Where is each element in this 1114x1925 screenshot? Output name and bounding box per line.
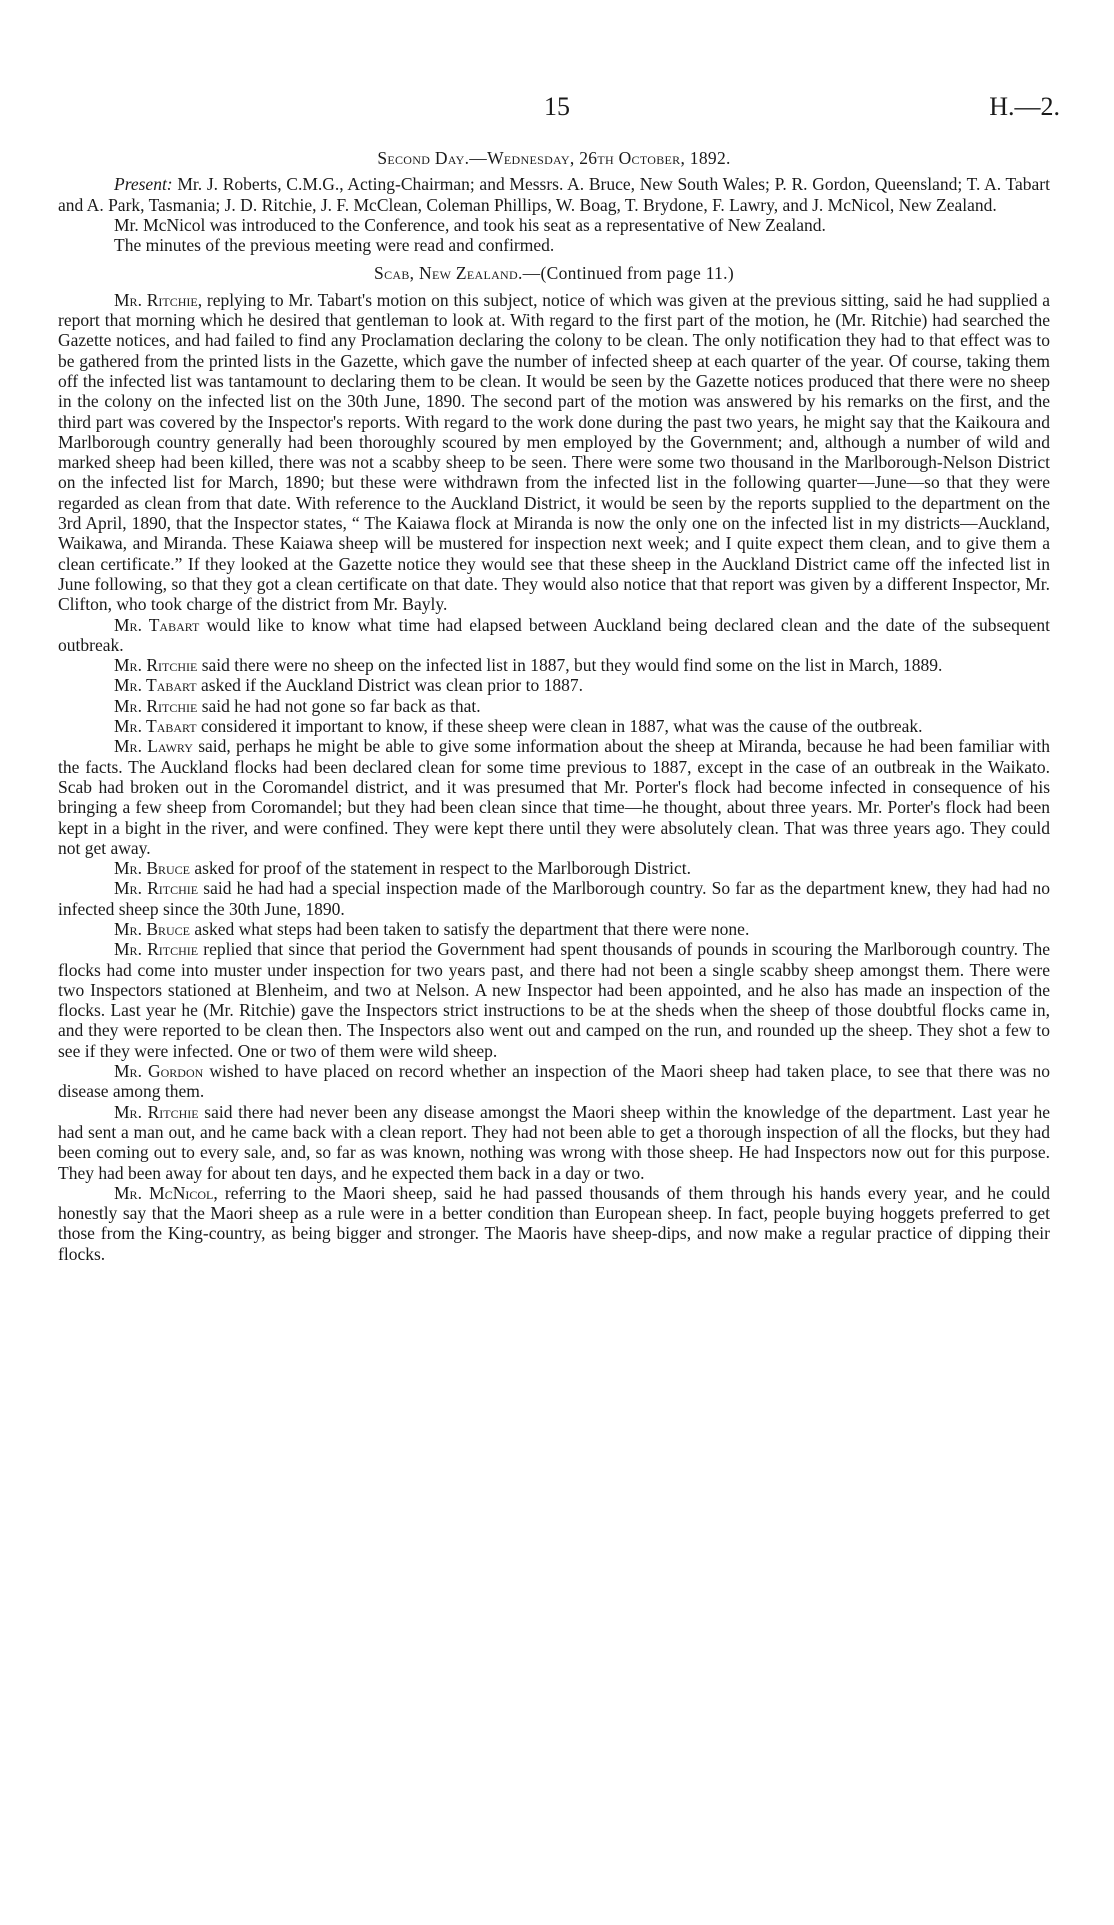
- speech-text: said he had not gone so far back as that.: [197, 695, 481, 716]
- speaker-name: Mr. Bruce: [114, 858, 190, 879]
- speech-text: replied that since that period the Government had spent thousands of pounds in scouring the Marlborough country. The flocks had come into muster under inspection for two years past, and there had not been a single scabby sheep amongst them. There were two Inspectors stationed at Blenheim, and two at Nelson. A new Inspector had been appointed, and he also has made an inspection of the flocks. Last year he (Mr. Ritchie) gave the Inspectors strict instructions to be at the sheds when the sheep of those doubtful flocks came in, and they were reported to be clean then. The Inspectors also went out and camped on the run, and rounded up the sheep. They shot a few to see if they were infected. One or two of them were wild sheep.: [58, 939, 1050, 1061]
- speaker-name: Mr. Tabart: [114, 614, 200, 635]
- speech-paragraph: [58, 878, 1050, 919]
- speaker-name: Mr. Ritchie: [114, 695, 198, 716]
- speech-text: would like to know what time had elapsed between Auckland being declared clean and the date of the subsequent outbreak.: [58, 614, 1051, 655]
- day-heading: Second Day.—Wednesday, 26th October, 1892.: [377, 148, 731, 168]
- speaker-name: Mr. Ritchie: [114, 878, 199, 899]
- speech-list: [58, 290, 1050, 1264]
- speaker-name: Mr. Lawry: [114, 736, 193, 757]
- speech-paragraph: [58, 736, 1050, 858]
- speech-paragraph: [58, 858, 1050, 878]
- speaker-name: Mr. Gordon: [114, 1061, 204, 1082]
- speech-paragraph: [58, 290, 1050, 615]
- speaker-name: Mr. Bruce: [114, 918, 190, 939]
- page-number: 15: [544, 92, 570, 121]
- document-body: [58, 148, 1050, 1264]
- speech-paragraph: [58, 716, 1050, 736]
- speech-paragraph: [58, 696, 1050, 716]
- speech-text: , replying to Mr. Tabart's motion on this subject, notice of which was given at the previous sitting, said he had supplied a report that morning which he desired that gentleman to look at. With regard to the first part of the motion, he (Mr. Ritchie) had searched the Gazette notices, and had failed to find any Proclamation declaring the colony to be clean. The only notification they had to that effect was to be gathered from the printed lists in the Gazette, which gave the number of infected sheep at each quarter of the year. Of course, taking them off the infected list was tantamount to declaring them to be clean. It would be seen by the Gazette notices produced that there were no sheep in the colony on the infected list on the 30th June, 1890. The second part of the motion was answered by his remarks on the first, and the third part was covered by the Inspector's reports. With regard to the work done during the past two years, he might say that the Kaikoura and Marlborough country generally had been thoroughly scoured by men employed by the Government; and, although a number of wild and marked sheep had been killed, there was not a scabby sheep to be seen. There were some two thousand in the Marlborough-Nelson District on the infected list for March, 1890; but these were withdrawn from the infected list in the following quarter—June—so that they were regarded as clean from that date. With reference to the Auckland District, it would be seen by the reports supplied to the department on the 3rd April, 1890, that the Inspector states, “ The Kaiawa flock at Miranda is now the only one on the infected list in my districts—Auckland, Waikawa, and Miranda. These Kaiawa sheep will be mustered for inspection next week; and I quite expect them clean, and to give them a clean certificate.” If they looked at the Gazette notice they would see that these sheep in the Auckland District came off the infected list in June following, so that they got a clean certificate on that date. They would also notice that that report was given by a different Inspector, Mr. Clifton, who took charge of the district from Mr. Bayly.: [58, 289, 1050, 615]
- speaker-name: Mr. Ritchie: [114, 1101, 199, 1122]
- speech-text: said, perhaps he might be able to give some information about the sheep at Miranda, because he had been familiar with the facts. The Auckland flocks had been declared clean for some time previous to 1887, except in the case of an outbreak in the Waikato. Scab had broken out in the Coromandel district, and it was presumed that Mr. Porter's flock had become infected in consequence of his bringing a few sheep from Coromandel; but they had been clean since that time—he thought, about three years. Mr. Porter's flock had been kept in a bight in the river, and were confined. They were kept there until they were absolutely clean. That was three years ago. They could not get away.: [58, 736, 1050, 858]
- speech-text: asked for proof of the statement in respect to the Marlborough District.: [190, 858, 692, 879]
- present-label: Present:: [114, 174, 173, 195]
- speech-paragraph: [58, 939, 1050, 1061]
- speech-text: said there had never been any disease amongst the Maori sheep within the knowledge of the department. Last year he had sent a man out, and he came back with a clean report. They had not been able to get a thorough inspection of all the flocks, but they had been coming out to every sale, and, so far as was known, nothing was wrong with those sheep. He had Inspectors now out for this purpose. They had been away for about ten days, and he expected them back in a day or two.: [58, 1101, 1051, 1183]
- speaker-name: Mr. Tabart: [114, 675, 197, 696]
- speech-text: wished to have placed on record whether an inspection of the Maori sheep had taken place, to see that there was no disease among them.: [58, 1061, 1050, 1102]
- intro-paragraph: The minutes of the previous meeting were read and confirmed.: [114, 235, 555, 256]
- section-title: Scab, New Zealand.: [374, 263, 523, 284]
- present-paragraph: [58, 174, 1050, 215]
- speech-text: considered it important to know, if these sheep were clean in 1887, what was the cause of the outbreak.: [196, 716, 923, 737]
- speech-paragraph: [58, 615, 1050, 656]
- speaker-name: Mr. McNicol: [114, 1182, 214, 1203]
- speech-text: said he had had a special inspection made of the Marlborough country. So far as the department knew, they had had no infected sheep since the 30th June, 1890.: [58, 878, 1051, 919]
- page-header: [0, 92, 1114, 132]
- speech-paragraph: [58, 919, 1050, 939]
- present-text: Mr. J. Roberts, C.M.G., Acting-Chairman; and Messrs. A. Bruce, New South Wales; P. R. Gordon, Queensland; T. A. Tabart and A. Park, Tasmania; J. D. Ritchie, J. F. McClean, Coleman Phillips, W. Boag, T. Brydone, F. Lawry, and J. McNicol, New Zealand.: [58, 174, 1050, 215]
- section-heading: [58, 263, 1050, 283]
- speech-text: asked if the Auckland District was clean prior to 1887.: [196, 675, 583, 696]
- speech-paragraph: [58, 655, 1050, 675]
- speaker-name: Mr. Tabart: [114, 716, 197, 737]
- intro-paragraph: Mr. McNicol was introduced to the Conference, and took his seat as a representative of New Zealand.: [114, 214, 826, 235]
- speaker-name: Mr. Ritchie: [114, 939, 199, 960]
- speech-paragraph: [58, 675, 1050, 695]
- speech-text: said there were no sheep on the infected list in 1887, but they would find some on the list in March, 1889.: [197, 655, 943, 676]
- document-code: H.—2.: [989, 92, 1060, 121]
- speech-paragraph: [58, 1183, 1050, 1264]
- speaker-name: Mr. Ritchie: [114, 655, 198, 676]
- speech-text: asked what steps had been taken to satisfy the department that there were none.: [190, 918, 750, 939]
- speech-text: , referring to the Maori sheep, said he had passed thousands of them through his hands every year, and he could honestly say that the Maori sheep as a rule were in a better condition than European sheep. In fact, people buying hoggets preferred to get those from the King-country, as being bigger and stronger. The Maoris have sheep-dips, and now make a regular practice of dipping their flocks.: [58, 1182, 1051, 1264]
- speaker-name: Mr. Ritchie: [114, 289, 198, 310]
- section-note: —(Continued from page 11.): [522, 263, 734, 284]
- speech-paragraph: [58, 1061, 1050, 1102]
- speech-paragraph: [58, 1102, 1050, 1183]
